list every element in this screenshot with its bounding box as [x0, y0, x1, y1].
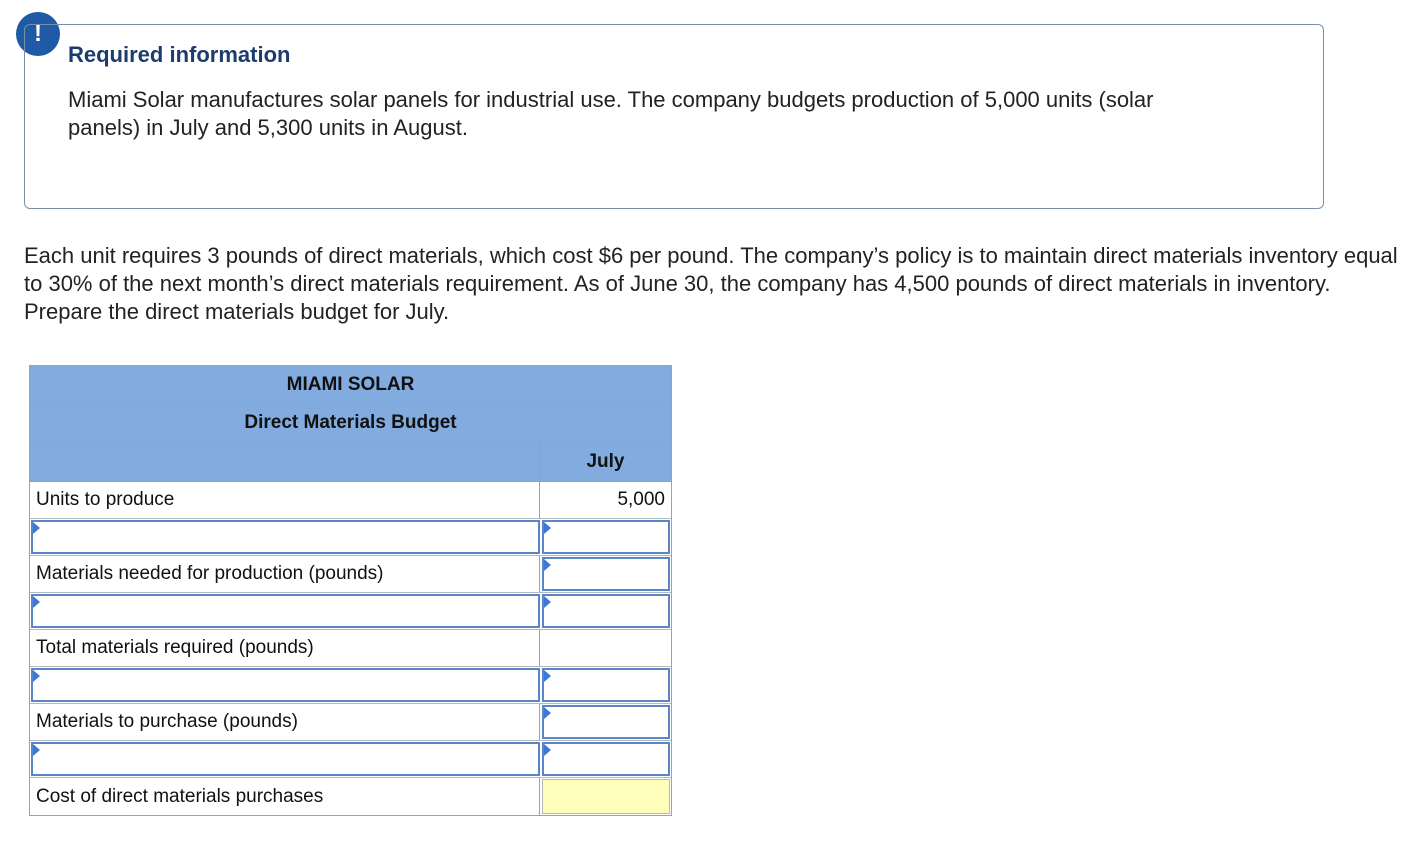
value-input[interactable]	[542, 557, 670, 591]
value-input[interactable]	[542, 668, 670, 702]
budget-title-header: Direct Materials Budget	[30, 404, 671, 442]
company-name-header: MIAMI SOLAR	[30, 366, 671, 404]
row-label: Materials to purchase (pounds)	[30, 704, 540, 740]
exclamation-icon: !	[16, 12, 60, 56]
direct-materials-budget-table	[29, 365, 672, 816]
column-header-july: July	[586, 450, 625, 472]
table-row	[30, 741, 671, 778]
required-information-title: Required information	[68, 42, 291, 67]
table-row	[30, 519, 671, 556]
column-header-blank	[30, 442, 540, 481]
table-row	[30, 667, 671, 704]
row-value: 5,000	[617, 489, 665, 510]
label-dropdown-input[interactable]	[31, 742, 540, 776]
required-information-text: Miami Solar manufactures solar panels for industrial use. The company budgets production of 5,000 units (solar panels) in July and 5,300 units in August.	[68, 87, 1154, 140]
row-value	[540, 630, 671, 666]
label-dropdown-input[interactable]	[31, 594, 540, 628]
label-dropdown-input[interactable]	[31, 668, 540, 702]
label-dropdown-input[interactable]	[31, 520, 540, 554]
table-row	[30, 593, 671, 630]
row-label: Cost of direct materials purchases	[30, 778, 540, 815]
table-row	[30, 630, 671, 667]
table-row	[30, 778, 671, 815]
row-label: Materials needed for production (pounds)	[30, 556, 540, 592]
row-label: Units to produce	[30, 482, 540, 518]
row-label: Total materials required (pounds)	[30, 630, 540, 666]
value-input[interactable]	[542, 742, 670, 776]
question-text: Each unit requires 3 pounds of direct materials, which cost $6 per pound. The company’s policy is to maintain direct materials inventory equal to 30% of the next month’s direct materials requirement. As of June 30, the company has 4,500 pounds of direct materials in inventory. Prepare the direct materials budget for July.	[24, 243, 1398, 324]
value-input[interactable]	[542, 705, 670, 739]
column-header-row	[30, 442, 671, 482]
value-input[interactable]	[542, 520, 670, 554]
table-row	[30, 556, 671, 593]
table-row	[30, 482, 671, 519]
table-row	[30, 704, 671, 741]
value-input[interactable]	[542, 594, 670, 628]
cost-value-input[interactable]	[542, 779, 670, 814]
